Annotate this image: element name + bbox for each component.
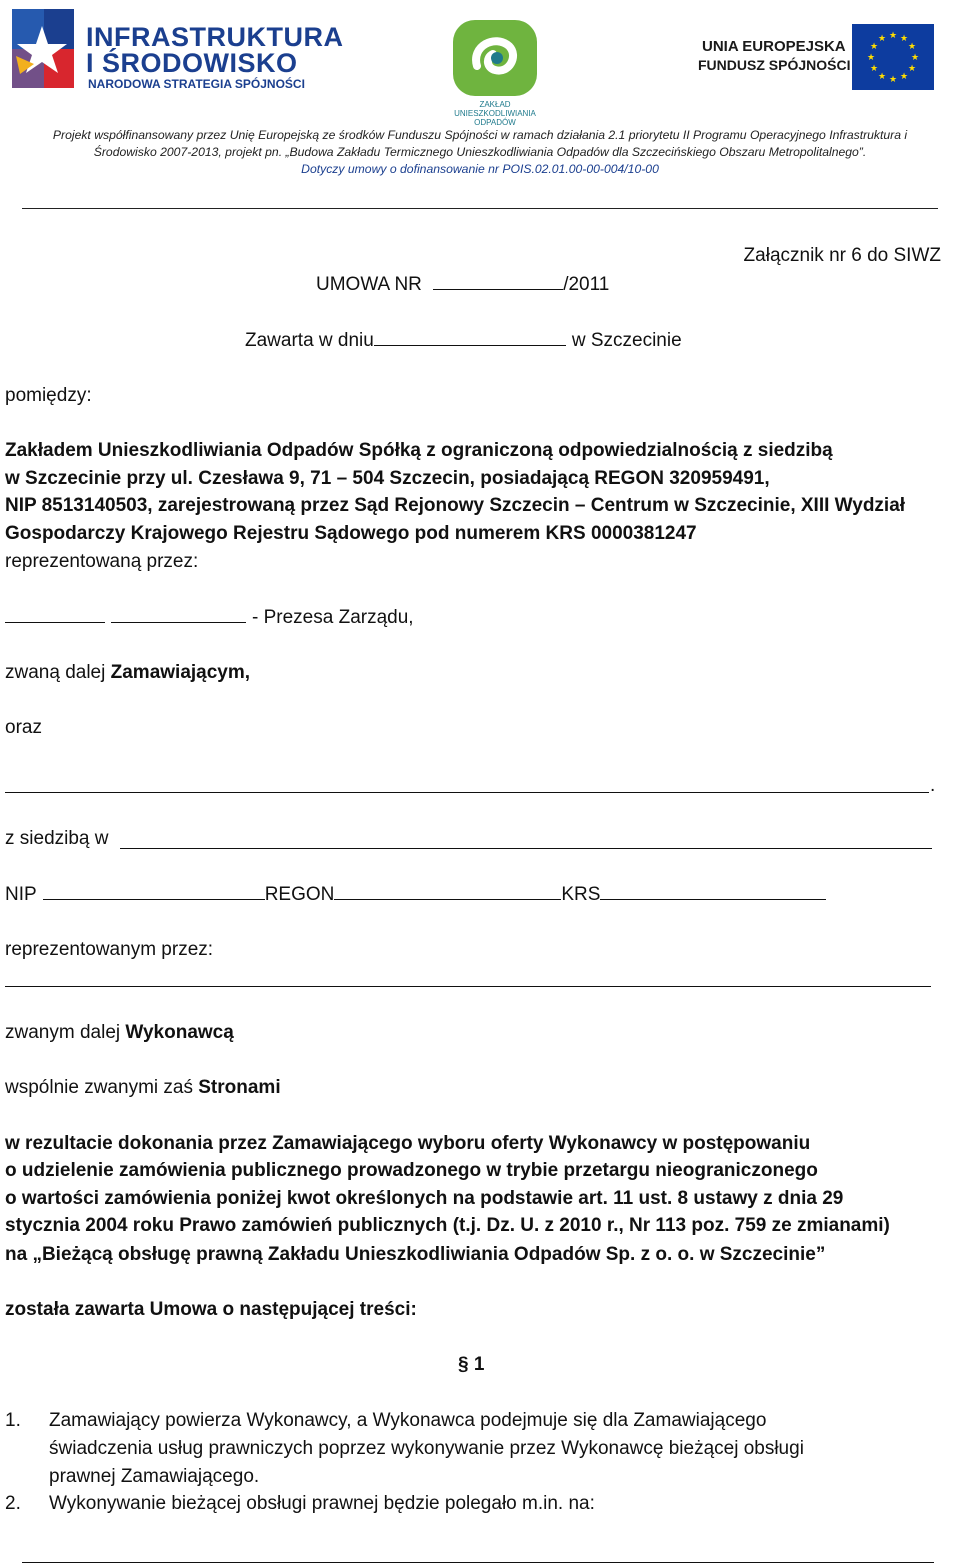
called-prefix: zwaną dalej: [5, 662, 106, 683]
together-prefix: wspólnie zwanymi zaś: [5, 1077, 193, 1098]
contractor-name-blank: [5, 792, 929, 793]
list-item-2-number: 2.: [5, 1493, 21, 1514]
logo-mid-line2: UNIESZKODLIWIANIA: [454, 109, 536, 118]
nip-label: NIP: [5, 884, 37, 905]
concluded-suffix: w Szczecinie: [571, 330, 682, 351]
together-name: Stronami: [198, 1077, 281, 1098]
logo-infrastruktura-srodowisko: [4, 0, 344, 100]
ids-line: [5, 880, 826, 908]
president-role: - Prezesa Zarządu,: [252, 607, 414, 628]
called2-prefix: zwanym dalej: [5, 1022, 121, 1043]
svg-text:★: ★: [899, 34, 909, 44]
logo-mid-line1: ZAKŁAD: [479, 100, 511, 109]
funding-note: [0, 127, 960, 178]
section-heading: § 1: [458, 1354, 485, 1375]
together-line: [5, 1074, 281, 1101]
svg-text:★: ★: [888, 75, 898, 85]
result-line4: stycznia 2004 roku Prawo zamówień publicznych (t.j. Dz. U. z 2010 r., Nr 113 poz. 759 ze zmianami): [5, 1215, 890, 1236]
result-line2: o udzielenie zamówienia publicznego prowadzonego w trybie przetargu nieograniczonego: [5, 1160, 818, 1181]
called2-line: [5, 1019, 234, 1046]
logo-left-line2: I ŚRODOWISKO: [86, 48, 298, 78]
nip-blank: [43, 880, 265, 900]
logo-left-line3: NARODOWA STRATEGIA SPÓJNOŚCI: [88, 77, 305, 91]
president-name-blank-1: [5, 603, 105, 623]
party1-line4: Gospodarczy Krajowego Rejestru Sądowego pod numerem KRS 0000381247: [5, 523, 697, 544]
list-item-1-line2: świadczenia usług prawniczych poprzez wykonywanie przez Wykonawcę bieżącej obsługi: [49, 1438, 804, 1459]
concluded-prefix: Zawarta w dniu: [245, 330, 374, 351]
svg-text:★: ★: [877, 72, 887, 82]
footer-divider: [22, 1562, 934, 1563]
seat-prefix: z siedzibą w: [5, 828, 109, 849]
krs-label: KRS: [561, 884, 601, 905]
result-line5: na „Bieżącą obsługę prawną Zakładu Unieszkodliwiania Odpadów Sp. z o. o. w Szczecinie”: [5, 1244, 826, 1265]
funding-line1: Projekt współfinansowany przez Unię Europejską ze środków Funduszu Spójności w ramach działania 2.1 priorytetu II Programu Operacyjnego Infrastruktura i: [52, 128, 908, 142]
seat-blank: [120, 848, 932, 849]
party1-line3: NIP 8513140503, zarejestrowaną przez Sąd Rejonowy Szczecin – Centrum w Szczecinie, XIII Wydział: [5, 495, 906, 516]
krs-blank: [600, 880, 826, 900]
flag-star-icon: [4, 4, 84, 94]
regon-blank: [334, 880, 561, 900]
list-item-1-line3: prawnej Zamawiającego.: [49, 1466, 260, 1487]
svg-text:★: ★: [888, 31, 898, 41]
funding-line2: Środowisko 2007-2013, projekt pn. „Budowa Zakładu Termicznego Unieszkodliwiania Odpadów dla Szczecińskiego Obszaru Metropolitalnego”.: [93, 145, 867, 159]
attachment-label: Załącznik nr 6 do SIWZ: [743, 245, 941, 266]
list-item-1-line1: Zamawiający powierza Wykonawcy, a Wykonawca podejmuje się dla Zamawiającego: [49, 1410, 767, 1431]
called-name: Zamawiającym,: [110, 662, 251, 683]
svg-text:★: ★: [869, 42, 879, 52]
called-line: [5, 659, 250, 686]
header-divider: [22, 208, 938, 209]
president-name-blank-2: [111, 603, 246, 623]
svg-text:★: ★: [877, 34, 887, 44]
contract-number-blank: [433, 270, 563, 290]
svg-text:★: ★: [899, 72, 909, 82]
recycle-swirl-icon: [447, 16, 543, 100]
list-item-2-line1: Wykonywanie bieżącej obsługi prawnej będzie polegało m.in. na:: [49, 1493, 595, 1514]
list-item-1-number: 1.: [5, 1410, 21, 1431]
represented-by: reprezentowaną przez:: [5, 551, 199, 572]
svg-text:★: ★: [907, 64, 917, 74]
contract-title: [316, 270, 609, 298]
eu-flag-icon: [852, 24, 934, 90]
logo-right-line1: UNIA EUROPEJSKA: [702, 38, 846, 55]
concluded-line: [245, 326, 682, 354]
regon-label: REGON: [264, 884, 335, 905]
logo-mid-line3: ODPADÓW: [474, 118, 516, 127]
svg-text:★: ★: [869, 64, 879, 74]
period-dot: .: [930, 775, 936, 796]
logo-right-line2: FUNDUSZ SPÓJNOŚCI: [698, 57, 851, 73]
represented-by-2: reprezentowanym przez:: [5, 939, 214, 960]
contract-title-prefix: UMOWA NR: [316, 274, 422, 295]
concluded-contract: została zawarta Umowa o następującej treści:: [5, 1299, 417, 1320]
and-label: oraz: [5, 717, 42, 738]
svg-text:★: ★: [910, 53, 920, 63]
result-line1: w rezultacie dokonania przez Zamawiającego wyboru oferty Wykonawcy w postępowaniu: [5, 1133, 811, 1154]
logo-eu: [672, 0, 958, 108]
party1-line1: Zakładem Unieszkodliwiania Odpadów Spółką z ograniczoną odpowiedzialnością z siedzibą: [5, 440, 833, 461]
representative-blank: [5, 986, 931, 987]
seat-line: [5, 825, 109, 852]
list-item-1: [0, 1407, 960, 1489]
president-line: [5, 603, 414, 631]
logo-left-line1: INFRASTRUKTURA: [86, 22, 344, 52]
logo-zaklad: [440, 16, 550, 127]
party1-line2: w Szczecinie przy ul. Czesława 9, 71 – 504 Szczecin, posiadającą REGON 320959491,: [5, 468, 770, 489]
list-item-2: [0, 1490, 960, 1518]
svg-text:★: ★: [866, 53, 876, 63]
contract-title-suffix: /2011: [563, 274, 610, 295]
called2-name: Wykonawcą: [125, 1022, 234, 1043]
between-label: pomiędzy:: [5, 385, 92, 406]
funding-line3: Dotyczy umowy o dofinansowanie nr POIS.02.01.00-00-004/10-00: [301, 162, 659, 176]
date-blank: [374, 326, 566, 346]
result-line3: o wartości zamówienia poniżej kwot określonych na podstawie art. 11 ust. 8 ustawy z dnia 29: [5, 1188, 844, 1209]
svg-text:★: ★: [907, 42, 917, 52]
